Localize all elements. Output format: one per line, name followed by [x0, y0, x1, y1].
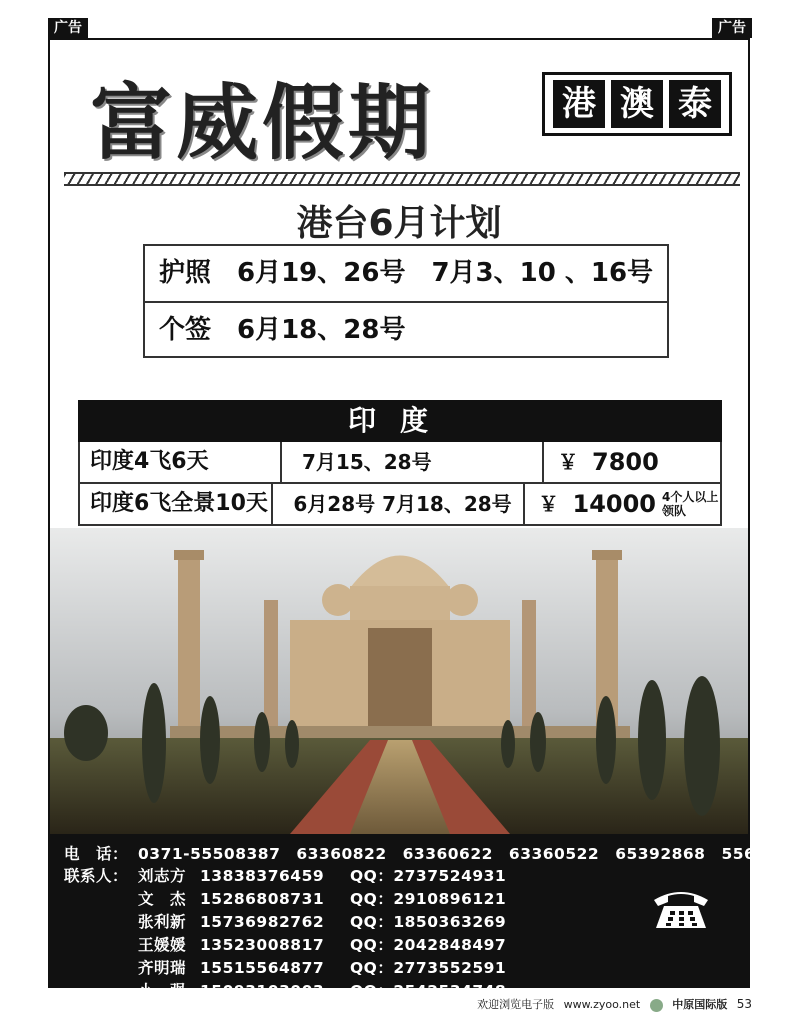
contact-row: [64, 887, 506, 909]
price-note: 4个人以上领队: [662, 490, 719, 518]
contact-phone: 13838376459: [200, 867, 325, 885]
contact-row: [64, 864, 506, 886]
price-value: 14000: [572, 490, 656, 518]
phone-numbers: 0371-55508387 63360822 63360622 63360522 65392868 55675325: [138, 845, 812, 863]
tour-price: [544, 442, 720, 482]
contact-row: [64, 956, 506, 978]
yen-sign: ￥: [558, 450, 578, 474]
contact-qq: QQ：2773552591: [350, 959, 507, 977]
contact-qq: QQ：2542534748: [350, 982, 507, 1000]
ad-frame: [48, 38, 812, 1000]
tour-name: 印度4飞6天: [80, 442, 282, 482]
contact-phone: 13523008817: [200, 936, 325, 954]
contact-name: 文 杰: [138, 890, 187, 908]
contact-phone: 15093103003: [200, 982, 325, 1000]
footer-site: www.zyoo.net: [563, 998, 641, 1011]
india-row-2: [78, 484, 722, 526]
india-row-1: [78, 442, 722, 484]
destination-thailand: 泰: [669, 80, 721, 128]
tour-dates: 7月15、28号: [282, 442, 544, 482]
people-label: 联系人：: [64, 867, 129, 885]
destination-hk: 港: [553, 80, 605, 128]
contact-panel: [50, 834, 812, 1000]
contact-phone: 15736982762: [200, 913, 325, 931]
destination-macau: 澳: [611, 80, 663, 128]
hatched-divider: [64, 172, 740, 186]
phone-line: [64, 842, 812, 864]
page-number: 53: [736, 997, 752, 1011]
ad-tag-left: 广告: [48, 18, 88, 38]
contact-qq: QQ：2910896121: [350, 890, 507, 908]
plan-title: 港台6月计划: [296, 203, 502, 244]
contact-qq: QQ：2737524931: [350, 867, 507, 885]
ad-tag-right: 广告: [712, 18, 752, 38]
footer-edition: 中原国际版: [672, 998, 728, 1011]
footer-welcome: 欢迎浏览电子版: [477, 998, 555, 1011]
telephone-icon: [650, 886, 712, 932]
contact-name: 张利新: [138, 913, 187, 931]
contact-qq: QQ：1850363269: [350, 913, 507, 931]
price-value: 7800: [592, 448, 659, 476]
visa-row-individual: 个签 6月18、28号: [145, 301, 667, 358]
contact-row: [64, 933, 506, 955]
india-tour-table: [78, 400, 722, 526]
phone-label: 电 话：: [64, 845, 129, 863]
tour-price: [525, 484, 721, 524]
india-header: 印度: [78, 400, 722, 442]
contact-phone: 15286808731: [200, 890, 325, 908]
contact-phone: 15515564877: [200, 959, 325, 977]
contact-name: 齐明瑞: [138, 959, 187, 977]
zyoo-logo-icon: [650, 999, 663, 1012]
taj-mahal-photo: [50, 528, 748, 834]
contact-row: [64, 910, 506, 932]
yen-sign: ￥: [538, 492, 559, 516]
contact-name: 小 强: [138, 982, 187, 1000]
brand-title: 富威假期: [90, 75, 435, 171]
tour-name: 印度6飞全景10天: [80, 484, 273, 524]
contact-name: 王媛媛: [138, 936, 187, 954]
contact-qq: QQ：2042848497: [350, 936, 507, 954]
tour-dates: 6月28号 7月18、28号: [273, 484, 524, 524]
page-footer: [0, 996, 752, 1012]
visa-row-passport: 护照 6月19、26号 7月3、10 、16号: [159, 258, 654, 288]
contact-name: 刘志方: [138, 867, 187, 885]
destination-box: [542, 72, 732, 136]
visa-schedule-table: [143, 244, 669, 358]
